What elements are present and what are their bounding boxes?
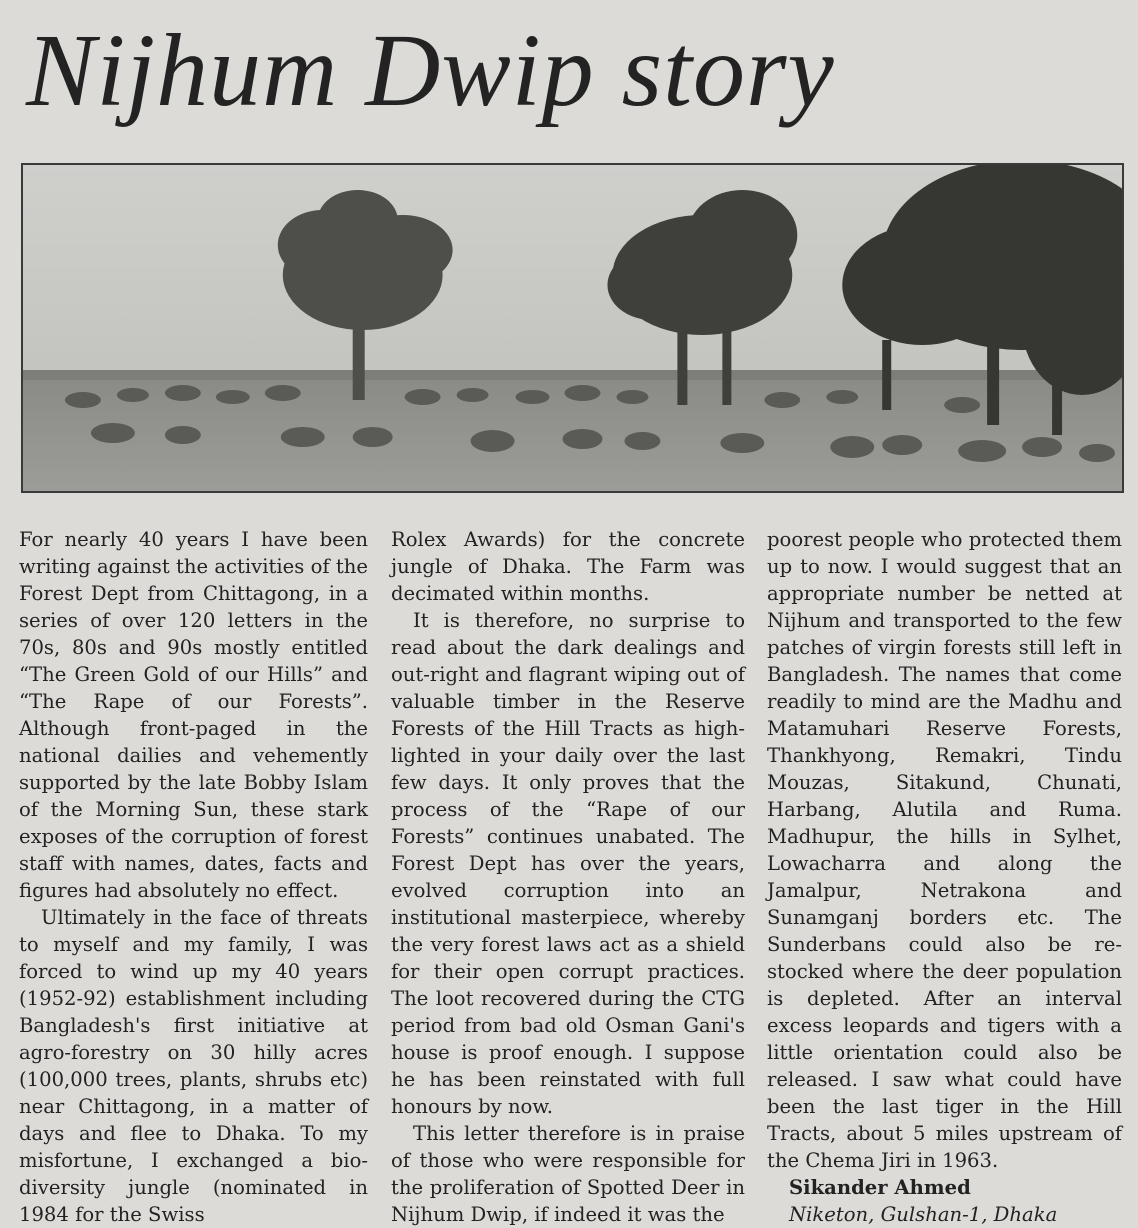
headline: Nijhum Dwip story [26,13,835,128]
article-column-1 [19,526,368,1228]
signature-name: Sikander Ahmed [789,1176,971,1199]
deer-herd-photo-icon [23,165,1122,491]
article-paragraph: Rolex Awards) for the concrete jungle of Dhaka. The Farm was decimated within months. [391,528,745,605]
article-column-2 [391,526,745,1228]
article-paragraph: For nearly 40 years I have been writing against the activities of the Forest Dept from Chittagong, in a series of over 120 letters in the 70s, 80s and 90s mostly entitled “The Green Gold of our Hills” and “The Rape of our Forests”. Although front-paged in the national dailies and vehemently supported by the late Bobby Islam of the Morning Sun, these stark exposes of the corruption of forest staff with names, dates, facts and figures had absolutely no effect. [19,528,368,902]
article-paragraph: It is therefore, no surprise to read about the dark dealings and out-right and flagrant wiping out of valuable timber in the Reserve Forests of the Hill Tracts as high-lighted in your daily over the last few days. It only proves that the process of the “Rape of our Forests” continues unabated. The Forest Dept has over the years, evolved corruption into an institutional masterpiece, whereby the very forest laws act as a shield for their open corrupt practices. The loot recovered during the CTG period from bad old Osman Gani's house is proof enough. I suppose he has been reinstated with full honours by now. [391,609,745,1118]
deer-herd-photo [21,163,1124,493]
article-paragraph: poorest people who protected them up to now. I would suggest that an appropriate number be netted at Nijhum and transported to the few patches of virgin forests still left in Bangladesh. The names that come readily to mind are the Madhu and Matamuhari Reserve Forests, Thankhyong, Remakri, Tindu Mouzas, Sitakund, Chunati, Harbang, Alutila and Ruma. Madhupur, the hills in Sylhet, Lowacharra and along the Jamalpur, Netrakona and Sunamganj borders etc. The Sunderbans could also be re-stocked where the deer population is depleted. After an interval excess leopards and tigers with a little orientation could also be released. I saw what could have been the last tiger in the Hill Tracts, about 5 miles upstream of the Chema Jiri in 1963. [767,528,1122,1172]
article-column-3 [767,526,1122,1228]
signature-location: Niketon, Gulshan-1, Dhaka [789,1203,1058,1226]
article-paragraph: Ultimately in the face of threats to myself and my family, I was forced to wind up my 40 years (1952-92) establishment including Bangladesh's first initiative at agro-forestry on 30 hilly acres (100,000 trees, plants, shrubs etc) near Chittagong, in a matter of days and flee to Dhaka. To my misfortune, I exchanged a bio-diversity jungle (nominated in 1984 for the Swiss [19,906,368,1226]
article-paragraph: This letter therefore is in praise of those who were responsible for the proliferation of Spotted Deer in Nijhum Dwip, if indeed it was the [391,1122,745,1226]
